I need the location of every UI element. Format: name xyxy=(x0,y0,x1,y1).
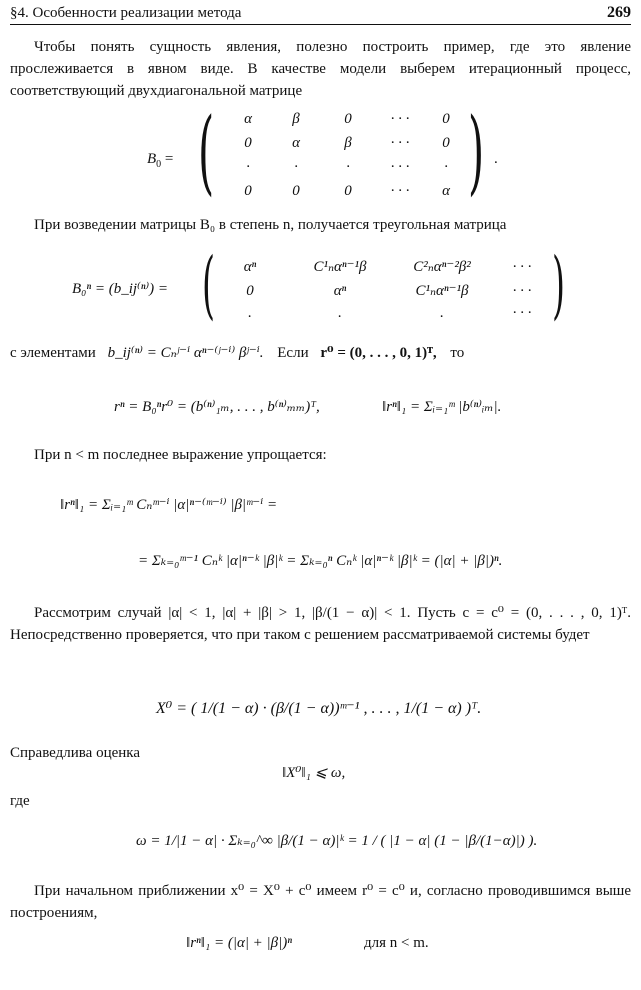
paragraph-case: Рассмотрим случай |α| < 1, |α| + |β| > 1, |β/(1 − α)| < 1. Пусть c = c⁰ = (0, . . . , 0, 1)ᵀ. Непосредственно проверяется, что при таком c решением рассматриваемой системы будет xyxy=(10,605,631,643)
matrix-cell: β xyxy=(292,111,300,127)
matrix-cell: αⁿ xyxy=(243,259,257,275)
matrix-cell: β xyxy=(344,135,352,151)
matrix-cell: αⁿ xyxy=(333,283,347,299)
matrix-cell: α xyxy=(292,135,300,151)
initial-residual: r⁰ = (0, . . . , 0, 1)ᵀ, xyxy=(320,345,437,361)
elements-formula: b_ij⁽ⁿ⁾ = Cₙʲ⁻ⁱ αⁿ⁻⁽ʲ⁻ⁱ⁾ βʲ⁻ⁱ. xyxy=(107,345,264,361)
page-number: 269 xyxy=(607,4,631,21)
equation-estimate: ‖X⁰‖₁ ⩽ ω, xyxy=(282,765,346,781)
paragraph-initial: При начальном приближении x⁰ = X⁰ + c⁰ имеем r⁰ = c⁰ и, согласно проводившимся выше построениям, xyxy=(10,883,631,921)
page xyxy=(10,0,631,990)
matrix-cell: . xyxy=(338,305,342,321)
paragraph-intro: Чтобы понять сущность явления, полезно построить пример, где это явление прослеживается в явном виде. В качестве модели выберем итерационный процесс, соответствующий двухдиагональной матрице xyxy=(10,39,631,99)
left-paren: ( xyxy=(198,98,215,205)
equation-norm: ‖rⁿ‖₁ = Σᵢ₌₁ᵐ |b⁽ⁿ⁾ᵢₘ|. xyxy=(382,399,502,415)
matrix-cell: α xyxy=(244,111,252,127)
matrix-bn-lhs: B₀ⁿ = (b_ij⁽ⁿ⁾) = xyxy=(72,281,169,297)
matrix-cell: 0 xyxy=(244,183,252,199)
matrix-cell: C¹ₙαⁿ⁻¹β xyxy=(313,259,367,275)
matrix-cell: . xyxy=(440,305,444,321)
equation-omega: ω = 1/|1 − α| · Σₖ₌₀^∞ |β/(1 − α)|ᵏ = 1 / ( |1 − α| (1 − |β/(1−α)|) ). xyxy=(136,833,538,849)
elements-if: Если xyxy=(277,345,309,361)
elements-then: то xyxy=(450,345,465,361)
matrix-cell: 0 xyxy=(442,111,450,127)
matrix-cell: · · · xyxy=(390,183,410,199)
right-paren: ) xyxy=(468,98,485,205)
matrix-b0-label: $B_0$ = xyxy=(147,151,174,170)
matrix-cell: 0 xyxy=(344,111,352,127)
left-paren: ( xyxy=(202,242,215,328)
equation-rn: rⁿ = B₀ⁿr⁰ = (b⁽ⁿ⁾₁ₘ, . . . , b⁽ⁿ⁾ₘₘ)ᵀ, xyxy=(114,399,320,415)
elements-prefix: с элементами xyxy=(10,345,96,361)
matrix-cell: 0 xyxy=(442,135,450,151)
matrix-cell: C²ₙαⁿ⁻²β² xyxy=(413,259,471,275)
equation-x0: X⁰ = ( 1/(1 − α) · (β/(1 − α))ᵐ⁻¹ , . . . , 1/(1 − α) )ᵀ. xyxy=(156,700,482,717)
matrix-b0 xyxy=(10,98,631,208)
elements-line xyxy=(10,342,464,364)
matrix-cell: α xyxy=(442,183,450,199)
equation-final: ‖rⁿ‖₁ = (|α| + |β|)ⁿ xyxy=(186,935,292,951)
matrix-cell: 0 xyxy=(246,283,254,299)
equation-sum-1: ‖rⁿ‖₁ = Σᵢ₌₁ᵐ Cₙᵐ⁻ⁱ |α|ⁿ⁻⁽ᵐ⁻ⁱ⁾ |β|ᵐ⁻ⁱ = xyxy=(60,497,278,513)
matrix-cell: · xyxy=(294,159,298,175)
right-paren: ) xyxy=(552,242,565,328)
paragraph-estimate: Справедлива оценка xyxy=(10,745,141,761)
equation-sum-2: = Σₖ₌₀ᵐ⁻¹ Cₙᵏ |α|ⁿ⁻ᵏ |β|ᵏ = Σₖ₌₀ⁿ Cₙᵏ |α|ⁿ⁻ᵏ |β|ᵏ = (|α| + |β|)ⁿ. xyxy=(138,553,503,569)
matrix-cell: · xyxy=(346,159,350,175)
paragraph-where: где xyxy=(10,793,30,809)
matrix-cell: · xyxy=(444,159,448,175)
matrix-cell: . xyxy=(248,305,252,321)
matrix-cell: · · · xyxy=(390,111,410,127)
section-title: §4. Особенности реализации метода xyxy=(10,5,242,21)
matrix-cell: 0 xyxy=(244,135,252,151)
matrix-cell: · · · xyxy=(512,283,532,299)
matrix-cell: · · · xyxy=(390,159,410,175)
matrix-cell: · xyxy=(246,159,250,175)
matrix-cell: 0 xyxy=(344,183,352,199)
matrix-b0-period: . xyxy=(494,151,498,167)
matrix-cell: · · · xyxy=(390,135,410,151)
running-header xyxy=(10,2,631,25)
equation-final-condition: для n < m. xyxy=(364,935,429,951)
matrix-bn xyxy=(10,242,631,328)
matrix-cell: C¹ₙαⁿ⁻¹β xyxy=(415,283,469,299)
paragraph-power: При возведении матрицы B₀ в степень n, получается треугольная матрица xyxy=(34,217,507,233)
matrix-cell: 0 xyxy=(292,183,300,199)
matrix-cell: · · · xyxy=(512,259,532,275)
paragraph-simplify: При n < m последнее выражение упрощается: xyxy=(34,447,327,463)
matrix-cell: · · · xyxy=(512,305,532,321)
